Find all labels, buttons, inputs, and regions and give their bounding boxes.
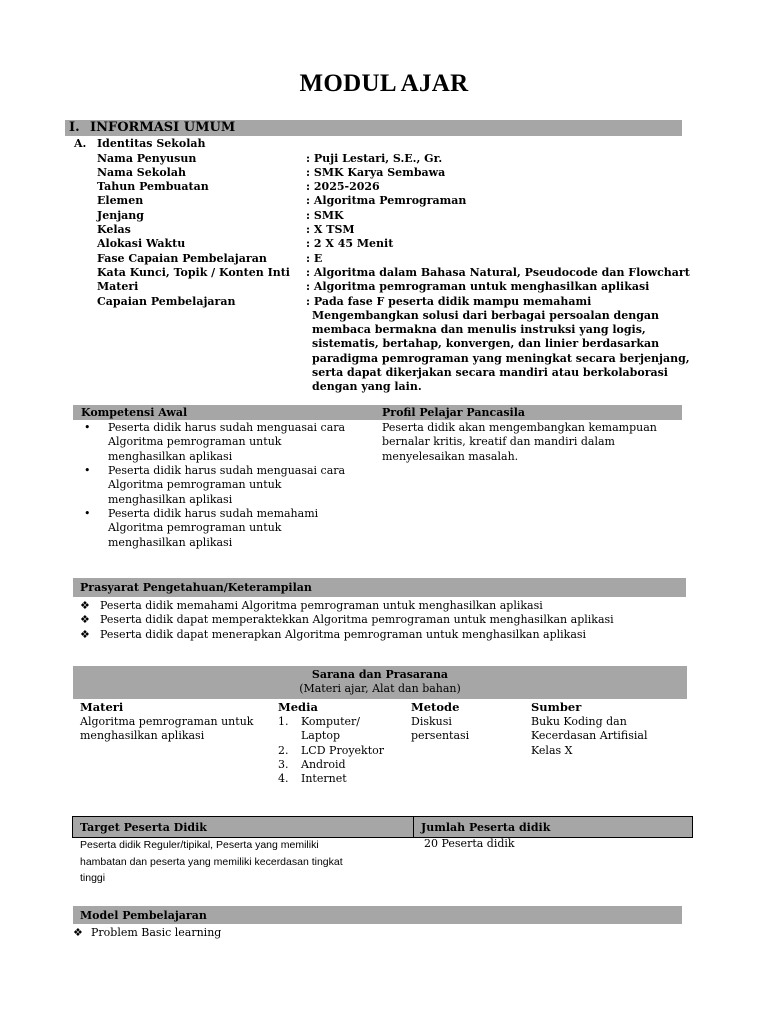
identitas-label: Nama Penyusun bbox=[97, 151, 197, 165]
identitas-heading: Identitas Sekolah bbox=[97, 137, 206, 150]
materi-header: Materi bbox=[80, 700, 124, 714]
profil-pelajar-header: Profil Pelajar Pancasila bbox=[382, 406, 526, 419]
list-number: 3. bbox=[278, 757, 289, 771]
list-item-text: Peserta didik memahami Algoritma pemrograman untuk menghasilkan aplikasi bbox=[100, 599, 543, 612]
identitas-value: : E bbox=[306, 251, 323, 265]
identitas-label: Kata Kunci, Topik / Konten Inti bbox=[97, 265, 290, 279]
list-item-text: Problem Basic learning bbox=[91, 926, 222, 939]
list-item-line: Peserta didik harus sudah menguasai cara bbox=[108, 464, 346, 477]
profil-line: Peserta didik akan mengembangkan kemampuan bbox=[382, 421, 657, 434]
kompetensi-profil-header bbox=[73, 405, 682, 420]
profil-line: menyelesaikan masalah. bbox=[382, 449, 519, 463]
profil-pelajar-text bbox=[382, 421, 682, 464]
list-number: 1. bbox=[278, 715, 289, 728]
identitas-label: Kelas bbox=[97, 223, 131, 236]
identitas-label: Elemen bbox=[97, 194, 144, 208]
identitas-value: : 2025-2026 bbox=[306, 180, 380, 194]
document-title: MODUL AJAR bbox=[299, 70, 469, 97]
metode-line: Diskusi bbox=[411, 715, 452, 728]
section-informasi-umum-bar bbox=[65, 120, 682, 136]
identitas-row bbox=[0, 194, 768, 208]
diamond-bullet-icon: ❖ bbox=[80, 599, 90, 612]
jumlah-value: 20 Peserta didik bbox=[424, 837, 515, 850]
identitas-row bbox=[0, 266, 768, 280]
target-line: tinggi bbox=[80, 872, 106, 884]
identitas-row bbox=[0, 152, 768, 166]
list-item-line: Komputer/ bbox=[301, 715, 360, 728]
identitas-row bbox=[0, 166, 768, 180]
bullet-icon: • bbox=[84, 421, 91, 434]
identitas-label: Nama Sekolah bbox=[97, 165, 186, 179]
list-item-line: Algoritma pemrograman untuk bbox=[108, 435, 282, 449]
identitas-value: : Algoritma dalam Bahasa Natural, Pseudocode dan Flowchart bbox=[306, 265, 690, 279]
diamond-bullet-icon: ❖ bbox=[80, 613, 90, 627]
list-item bbox=[73, 926, 678, 940]
identitas-value: : SMK bbox=[306, 208, 344, 222]
identitas-table bbox=[0, 152, 768, 312]
profil-line: bernalar kritis, kreatif dan mandiri dalam bbox=[382, 435, 615, 449]
list-item bbox=[80, 613, 685, 627]
list-item-line: Algoritma pemrograman untuk bbox=[108, 478, 282, 492]
materi-line: menghasilkan aplikasi bbox=[80, 729, 205, 743]
jumlah-header-cell bbox=[413, 816, 693, 838]
list-item-line: Laptop bbox=[301, 729, 340, 743]
diamond-bullet-icon: ❖ bbox=[73, 926, 83, 939]
section-title: INFORMASI UMUM bbox=[90, 120, 236, 135]
list-item-line: Internet bbox=[301, 772, 347, 786]
identitas-row bbox=[0, 223, 768, 237]
capaian-line: Mengembangkan solusi dari berbagai persoalan dengan bbox=[312, 308, 660, 322]
list-item-line: menghasilkan aplikasi bbox=[108, 492, 233, 506]
list-item-line: menghasilkan aplikasi bbox=[108, 535, 233, 549]
capaian-line: membaca bermakna dan menulis instruksi yang logis, bbox=[312, 323, 646, 337]
capaian-pembelajaran-text bbox=[312, 309, 692, 395]
identitas-value: : 2 X 45 Menit bbox=[306, 237, 394, 251]
bullet-icon: • bbox=[84, 464, 91, 477]
capaian-line: serta dapat dikerjakan secara mandiri atau berkolaborasi bbox=[312, 365, 668, 379]
sarana-subtitle: (Materi ajar, Alat dan bahan) bbox=[299, 682, 461, 695]
diamond-bullet-icon: ❖ bbox=[80, 627, 90, 641]
list-item-line: Algoritma pemrograman untuk bbox=[108, 521, 282, 535]
identitas-value: : X TSM bbox=[306, 223, 355, 236]
identitas-row bbox=[0, 209, 768, 223]
sumber-text bbox=[531, 715, 681, 758]
metode-text bbox=[411, 715, 526, 744]
jumlah-header: Jumlah Peserta didik bbox=[421, 821, 551, 834]
materi-line: Algoritma pemrograman untuk bbox=[80, 715, 254, 728]
target-line: Peserta didik Reguler/tipikal, Peserta yang memiliki bbox=[80, 839, 319, 851]
materi-text bbox=[80, 715, 275, 744]
list-item-text: Peserta didik dapat memperaktekkan Algoritma pemrograman untuk menghasilkan aplikasi bbox=[100, 613, 614, 627]
sumber-line: Buku Koding dan bbox=[531, 715, 627, 728]
prasyarat-header: Prasyarat Pengetahuan/Keterampilan bbox=[80, 581, 312, 594]
metode-line: persentasi bbox=[411, 729, 470, 743]
identitas-label: Tahun Pembuatan bbox=[97, 180, 209, 194]
identitas-row bbox=[0, 280, 768, 294]
target-header-cell bbox=[72, 816, 414, 838]
capaian-line: sistematis, bertahap, konvergen, dan linier berdasarkan bbox=[312, 337, 660, 351]
section-number: I. bbox=[69, 120, 80, 135]
list-item-line: Android bbox=[301, 757, 346, 771]
bullet-icon: • bbox=[84, 507, 91, 520]
model-header: Model Pembelajaran bbox=[80, 909, 207, 922]
list-item bbox=[80, 599, 685, 613]
capaian-line: dengan yang lain. bbox=[312, 380, 422, 394]
target-header: Target Peserta Didik bbox=[80, 821, 207, 834]
sarana-header-bar bbox=[73, 666, 687, 699]
prasyarat-list bbox=[80, 599, 685, 642]
model-header-bar bbox=[73, 906, 682, 924]
sumber-header: Sumber bbox=[531, 700, 582, 714]
identitas-row bbox=[0, 180, 768, 194]
list-number: 2. bbox=[278, 743, 289, 757]
list-item bbox=[80, 628, 685, 642]
identitas-label: Jenjang bbox=[97, 208, 144, 222]
list-item-line: Peserta didik harus sudah memahami bbox=[108, 507, 319, 520]
kompetensi-awal-header: Kompetensi Awal bbox=[81, 406, 188, 419]
identitas-value: : Algoritma Pemrograman bbox=[306, 194, 467, 208]
media-header: Media bbox=[278, 700, 318, 714]
list-number: 4. bbox=[278, 772, 289, 786]
identitas-value: : Puji Lestari, S.E., Gr. bbox=[306, 151, 443, 165]
identitas-label: Capaian Pembelajaran bbox=[97, 294, 236, 308]
identitas-value: : Pada fase F peserta didik mampu memahami bbox=[306, 294, 592, 308]
identitas-row bbox=[0, 295, 768, 309]
identitas-value: : Algoritma pemrograman untuk menghasilkan aplikasi bbox=[306, 280, 650, 294]
media-list bbox=[278, 715, 408, 787]
list-item-line: menghasilkan aplikasi bbox=[108, 449, 233, 463]
sarana-title: Sarana dan Prasarana bbox=[311, 668, 449, 681]
list-item-line: LCD Proyektor bbox=[301, 743, 385, 757]
identitas-label: Alokasi Waktu bbox=[97, 237, 186, 251]
target-text bbox=[80, 837, 410, 887]
sumber-line: Kecerdasan Artifisial bbox=[531, 729, 648, 743]
identitas-label: Materi bbox=[97, 280, 139, 294]
model-list bbox=[73, 926, 678, 940]
list-item-line: Peserta didik harus sudah menguasai cara bbox=[108, 421, 346, 434]
identitas-label: Fase Capaian Pembelajaran bbox=[97, 251, 267, 265]
identitas-letter: A. bbox=[74, 137, 87, 150]
metode-header: Metode bbox=[411, 700, 460, 714]
capaian-line: paradigma pemrograman yang meningkat secara berjenjang, bbox=[312, 351, 690, 365]
target-line: hambatan dan peserta yang memiliki kecerdasan tingkat bbox=[80, 855, 343, 868]
prasyarat-header-bar bbox=[73, 578, 686, 597]
identitas-row bbox=[0, 252, 768, 266]
identitas-value: : SMK Karya Sembawa bbox=[306, 165, 446, 179]
sumber-line: Kelas X bbox=[531, 743, 573, 757]
identitas-row bbox=[0, 237, 768, 251]
list-item-text: Peserta didik dapat menerapkan Algoritma pemrograman untuk menghasilkan aplikasi bbox=[100, 627, 587, 641]
